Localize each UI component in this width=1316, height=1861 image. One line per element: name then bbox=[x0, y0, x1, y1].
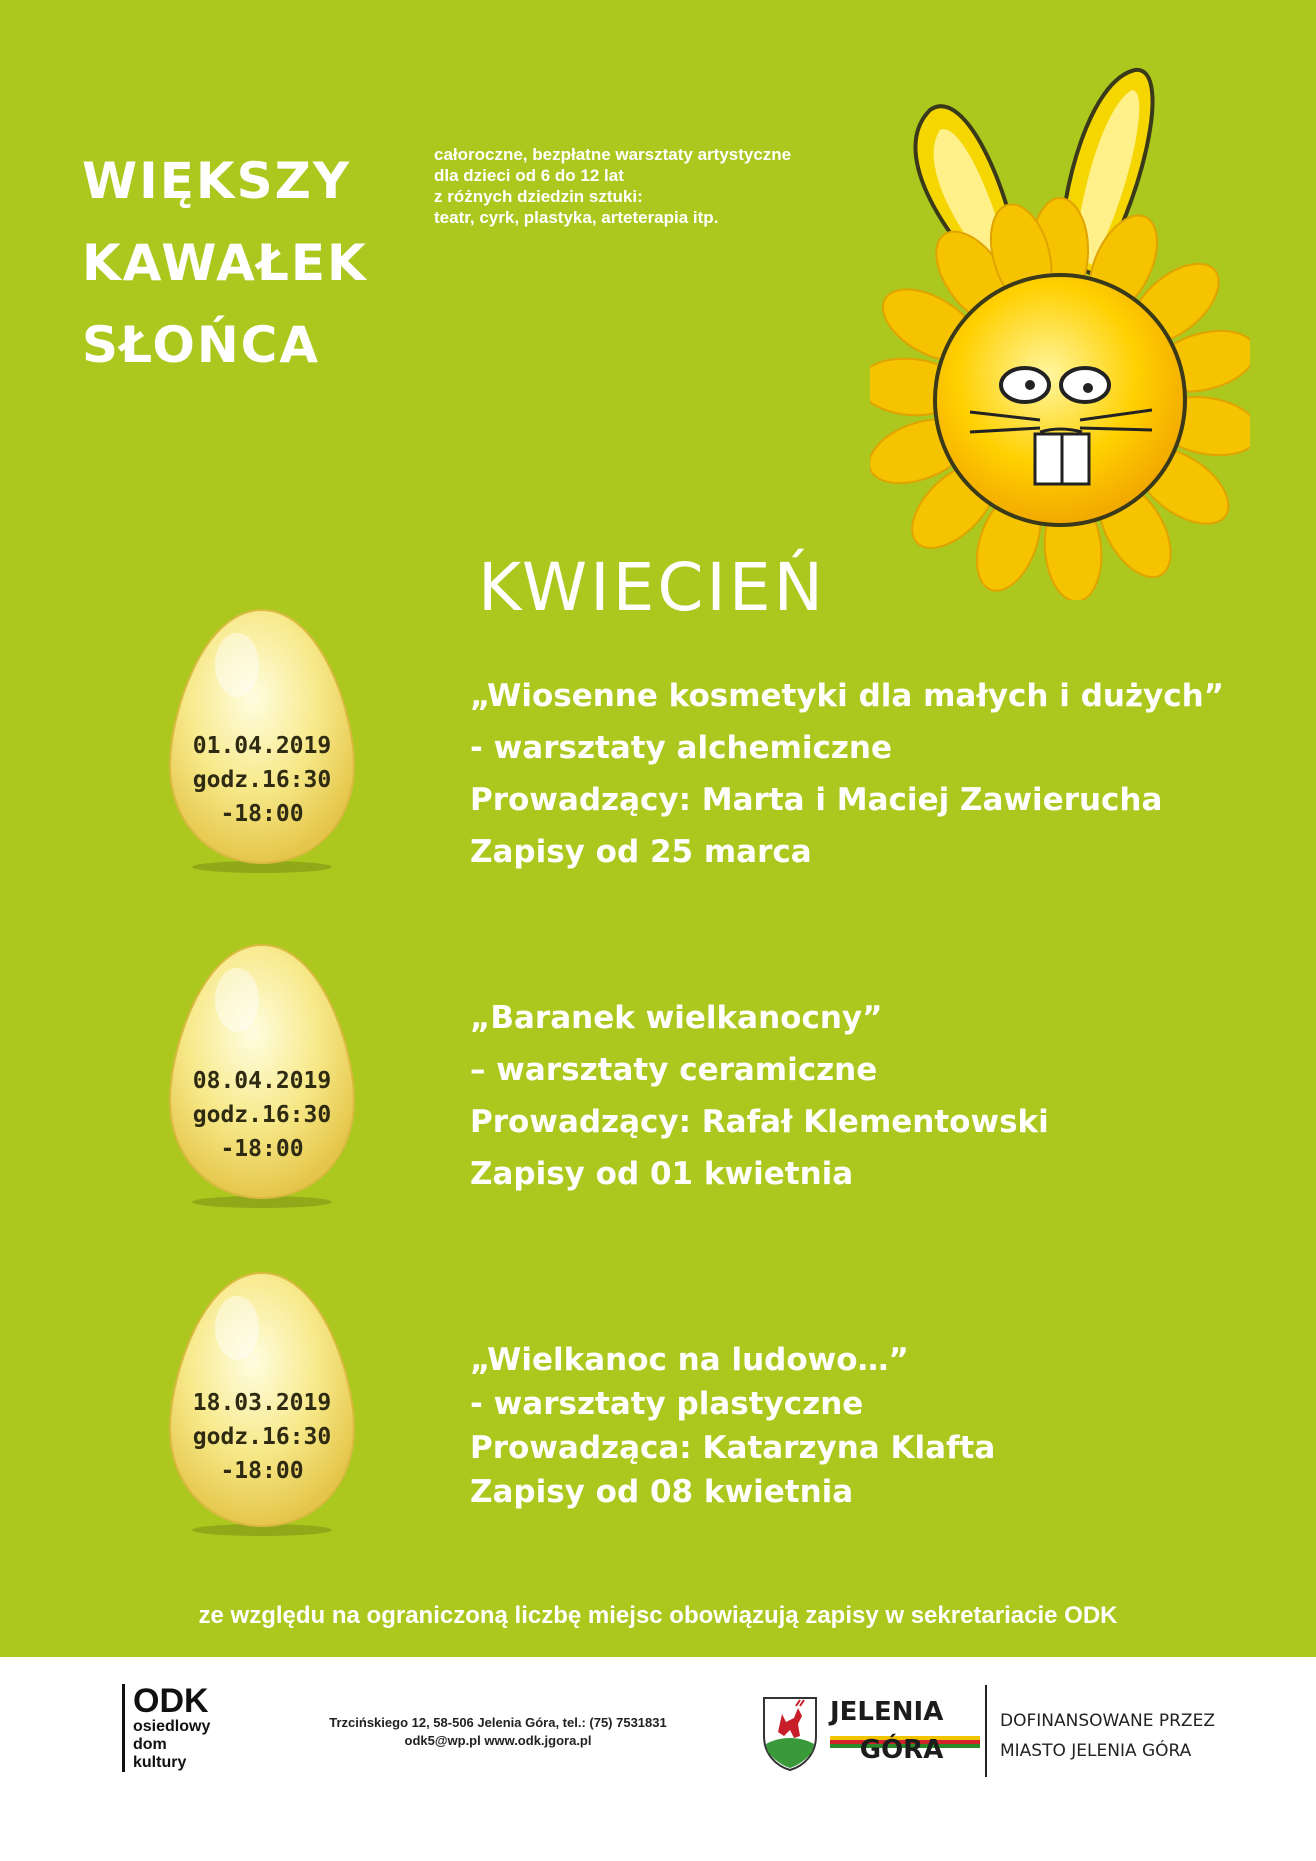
event-signup: Zapisy od 08 kwietnia bbox=[470, 1474, 854, 1510]
date-egg bbox=[162, 1268, 362, 1536]
event-time: godz.16:30 bbox=[192, 1102, 332, 1128]
title-line-1: WIĘKSZY bbox=[82, 152, 352, 210]
funding-note bbox=[1000, 1706, 1215, 1766]
event-type: - warsztaty plastyczne bbox=[470, 1386, 864, 1422]
event-title: „Baranek wielkanocny” bbox=[470, 1000, 883, 1036]
event-leader: Prowadzący: Rafał Klementowski bbox=[470, 1104, 1049, 1140]
event-leader: Prowadząca: Katarzyna Klafta bbox=[470, 1430, 996, 1466]
intro-line-4: teatr, cyrk, plastyka, arteterapia itp. bbox=[434, 208, 719, 227]
odk-logo bbox=[122, 1684, 210, 1772]
event-end-time: -18:00 bbox=[220, 1136, 304, 1162]
event-description bbox=[470, 992, 1250, 1200]
city-logo-text bbox=[830, 1697, 943, 1765]
odk-logo-line-2: dom bbox=[133, 1736, 167, 1753]
odk-logo-title: ODK bbox=[133, 1682, 209, 1720]
footer-divider bbox=[985, 1685, 987, 1777]
title-line-2: KAWAŁEK bbox=[82, 234, 368, 292]
event-description bbox=[470, 1338, 1250, 1514]
city-name-line-1: JELENIA bbox=[830, 1697, 944, 1727]
event-end-time: -18:00 bbox=[220, 801, 304, 827]
address-line: Trzcińskiego 12, 58-506 Jelenia Góra, tel.: (75) 7531831 bbox=[329, 1715, 667, 1730]
event-signup: Zapisy od 01 kwietnia bbox=[470, 1156, 854, 1192]
city-name-line-2: GÓRA bbox=[859, 1735, 944, 1765]
intro-line-3: z różnych dziedzin sztuki: bbox=[434, 187, 643, 206]
event-date: 01.04.2019 bbox=[192, 733, 332, 759]
odk-logo-line-3: kultury bbox=[133, 1754, 187, 1771]
event-date: 08.04.2019 bbox=[192, 1068, 332, 1094]
contact-info bbox=[278, 1714, 718, 1750]
city-crest-icon bbox=[760, 1692, 820, 1772]
sun-face bbox=[935, 275, 1185, 525]
bunny-teeth bbox=[1035, 434, 1089, 484]
date-egg bbox=[162, 605, 362, 873]
contact-line: odk5@wp.pl www.odk.jgora.pl bbox=[404, 1733, 592, 1748]
poster-title bbox=[82, 140, 422, 386]
date-egg bbox=[162, 940, 362, 1208]
funding-line-1: DOFINANSOWANE PRZEZ bbox=[1000, 1711, 1215, 1731]
title-line-3: SŁOŃCA bbox=[82, 316, 321, 374]
event-signup: Zapisy od 25 marca bbox=[470, 834, 812, 870]
event-time: godz.16:30 bbox=[192, 1424, 332, 1450]
intro-line-1: całoroczne, bezpłatne warsztaty artystyczne bbox=[434, 145, 792, 164]
event-leader: Prowadzący: Marta i Maciej Zawierucha bbox=[470, 782, 1163, 818]
event-date: 18.03.2019 bbox=[192, 1390, 332, 1416]
registration-note: ze względu na ograniczoną liczbę miejsc obowiązują zapisy w sekretariacie ODK bbox=[198, 1602, 1118, 1629]
event-end-time: -18:00 bbox=[220, 1458, 304, 1484]
intro-line-2: dla dzieci od 6 do 12 lat bbox=[434, 166, 624, 185]
event-title: „Wielkanoc na ludowo…” bbox=[470, 1342, 909, 1378]
funding-line-2: MIASTO JELENIA GÓRA bbox=[1000, 1741, 1192, 1761]
event-type: - warsztaty alchemiczne bbox=[470, 730, 893, 766]
intro-text bbox=[434, 144, 914, 228]
event-description bbox=[470, 670, 1250, 878]
sun-bunny-illustration bbox=[870, 60, 1250, 600]
event-title: „Wiosenne kosmetyki dla małych i dużych” bbox=[470, 678, 1225, 714]
event-type: – warsztaty ceramiczne bbox=[470, 1052, 878, 1088]
odk-logo-line-1: osiedlowy bbox=[133, 1718, 211, 1735]
event-time: godz.16:30 bbox=[192, 767, 332, 793]
month-heading: KWIECIEŃ bbox=[478, 549, 826, 626]
